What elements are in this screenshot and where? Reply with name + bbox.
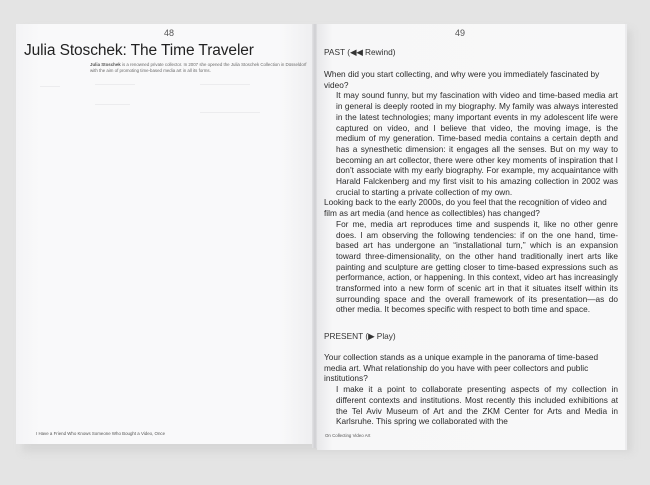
section-heading-past: PAST (◀◀ Rewind) [324,47,396,57]
question-3: Your collection stands as a unique example in the panorama of time-based media art. What relationship do you have with peer collectors and public institutions? [324,352,599,384]
article-title: Julia Stoschek: The Time Traveler [24,42,254,59]
intro-text [90,62,314,74]
footer-right: On Collecting Video Art [325,433,371,438]
show-through [40,86,60,87]
show-through [95,104,130,105]
interview-present [324,352,618,427]
question-1: When did you start collecting, and why were you immediately fascinated by video? [324,69,600,90]
answer-2: For me, media art reproduces time and suspends it, like no other genre does. I am observing the following tendencies: if on the one hand, time-based art has undergone an “installational turn,” which is an expansion toward three-dimensionality, on the other hand traditionally inert arts like painting and sculpture are getting closer to time-based expressions such as performance, action, or happening. In this context, video art has increasingly transformed into a new form of scenic art in that it situates itself within its surrounding space and the overall framework of its presentation—as do other media. It becomes specific with respect to both time and space. [336,218,618,315]
intro-name: Julia Stoschek [90,62,121,67]
intro-body: is a renowned private collector. In 2007 she opened the Julia Stoschek Collection in Düsseldorf with the aim of promoting time-based media art in all its forms. [90,62,307,73]
page-number-left: 48 [164,28,175,38]
show-through [200,112,260,113]
show-through [200,84,250,85]
page-number-right: 49 [455,28,466,38]
left-page [16,24,315,444]
answer-3: I make it a point to collaborate presenting aspects of my collection in different contexts and institutions. Most recently this included exhibitions at the Tel Aviv Museum of Art and the ZKM Center for Arts and Media in Karlsruhe. This spring we collaborated with the [336,384,618,427]
section-heading-present: PRESENT (▶ Play) [324,331,396,341]
interview-past [324,69,618,315]
footer-left: I Have a Friend Who Knows Someone Who Bought a Video, Once [36,431,166,436]
show-through [95,84,135,85]
question-2: Looking back to the early 2000s, do you feel that the recognition of video and film as art media (and hence as collectibles) has changed? [324,197,607,219]
answer-1: It may sound funny, but my fascination with video and time-based media art in general is deeply rooted in my biography. My family was always interested in the latest technologies; many important events in my adolescent life were captured on video, and I believe that video, the moving image, is the medium of my generation. Time-based media contains a certain depth and has a synesthetic dimension: it engages all the senses. But on my way to becoming an art collector, there were other key moments of inspiration that I don’t associate with my early biography. For example, my acquaintance with Harald Falckenberg and my first visit to his amazing collection in 2002 was crucial to starting a private collection of my own. [336,90,618,197]
